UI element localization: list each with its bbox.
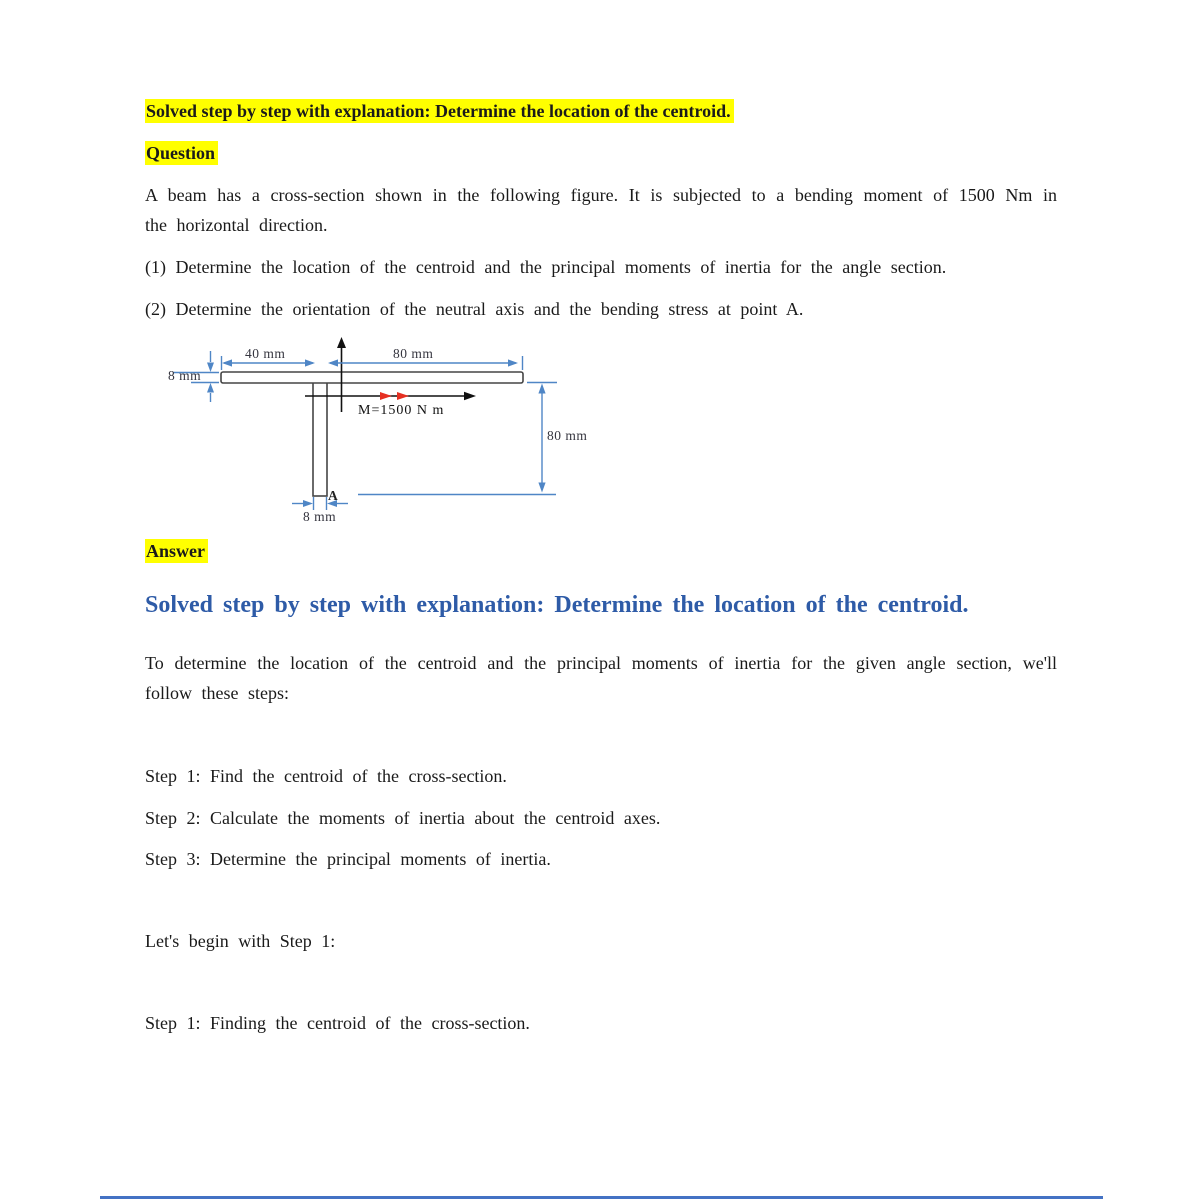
question-label: Question bbox=[145, 141, 1057, 166]
dim-flange-left-40mm bbox=[222, 346, 316, 370]
document-content bbox=[145, 99, 1057, 1039]
flange-shape bbox=[221, 372, 523, 383]
step-3-line: Step 3: Determine the principal moments of inertia. bbox=[145, 849, 551, 869]
question-paragraph-3: (2) Determine the orientation of the neutral axis and the bending stress at point A. bbox=[145, 298, 804, 319]
dim-label-80mm-right: 80 mm bbox=[547, 428, 588, 443]
dim-flange-right-80mm bbox=[328, 346, 523, 370]
question-paragraph-2: (1) Determine the location of the centroid and the principal moments of inertia for the angle section. bbox=[145, 257, 947, 277]
step-1-line: Step 1: Find the centroid of the cross-section. bbox=[145, 766, 507, 786]
step-1-heading-line: Step 1: Finding the centroid of the cross-section. bbox=[145, 1013, 530, 1033]
dim-label-8mm-left: 8 mm bbox=[168, 368, 202, 383]
dim-web-height-80mm bbox=[358, 383, 587, 495]
moment-red-arrowhead bbox=[397, 392, 409, 400]
cross-section-figure bbox=[165, 333, 610, 533]
moment-arrow bbox=[305, 392, 476, 418]
lets-begin-line: Let's begin with Step 1: bbox=[145, 930, 336, 951]
moment-red-arrowhead bbox=[380, 392, 392, 400]
dim-label-8mm-bottom: 8 mm bbox=[303, 509, 337, 524]
dim-web-thickness-8mm bbox=[292, 497, 348, 524]
answer-label: Answer bbox=[145, 539, 1057, 564]
question-paragraph-1: A beam has a cross-section shown in the following figure. It is subjected to a bending moment of 1500 Nm in the horizontal direction. bbox=[145, 185, 1057, 235]
answer-intro-paragraph: To determine the location of the centroid and the principal moments of inertia for the given angle section, we'll follow these steps: bbox=[145, 653, 1057, 703]
moment-label: M=1500 N m bbox=[358, 403, 445, 418]
dim-label-80mm-top: 80 mm bbox=[393, 346, 434, 361]
dim-label-40mm: 40 mm bbox=[245, 346, 286, 361]
step-2-line: Step 2: Calculate the moments of inertia about the centroid axes. bbox=[145, 807, 661, 828]
t-section-shape bbox=[221, 372, 523, 496]
next-section-top-border bbox=[100, 1196, 1103, 1199]
point-a-label: A bbox=[328, 488, 338, 503]
dim-flange-thickness-8mm bbox=[168, 351, 219, 402]
web-shape bbox=[313, 381, 327, 496]
page-title-highlight: Solved step by step with explanation: Determine the location of the centroid. bbox=[145, 99, 734, 123]
cross-section-figure-container bbox=[145, 333, 1057, 533]
answer-heading: Solved step by step with explanation: Determine the location of the centroid. bbox=[145, 592, 969, 618]
page-title bbox=[145, 99, 1057, 124]
